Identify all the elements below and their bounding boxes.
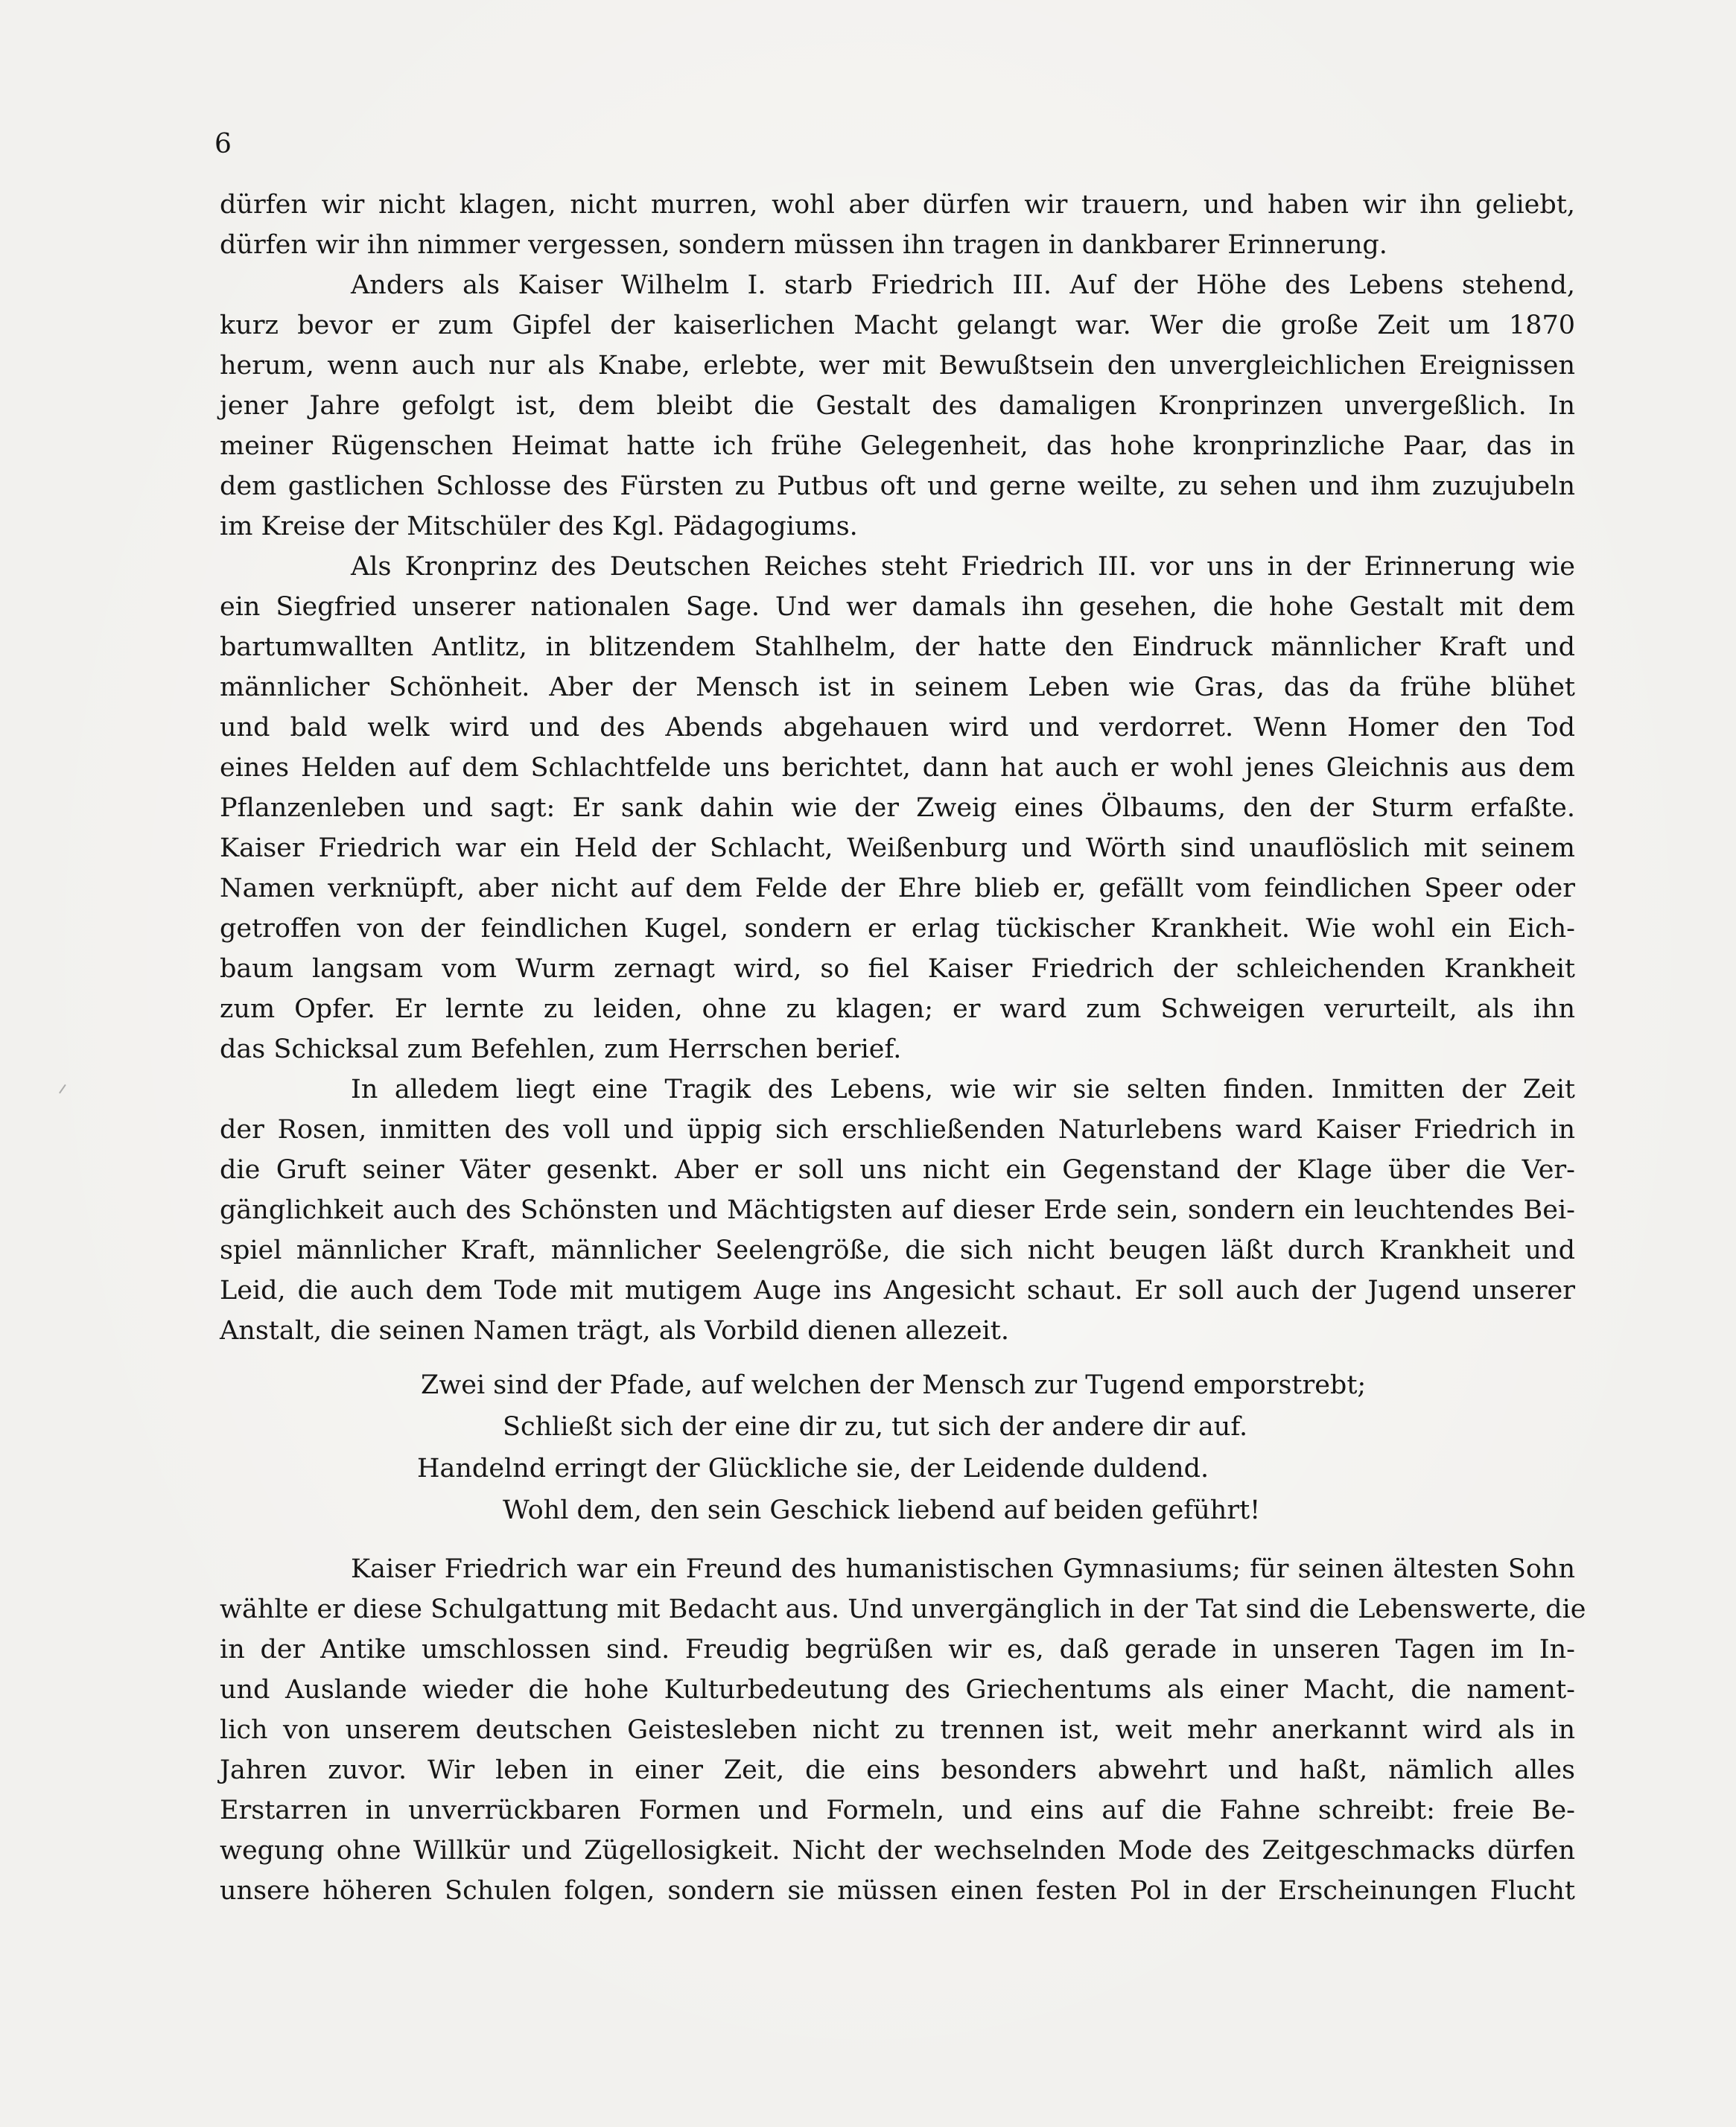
text-line: dürfen wir ihn nimmer vergessen, sondern müssen ihn tragen in dankbarer Erinnerung. — [220, 230, 1387, 260]
poem-line: Wohl dem, den sein Geschick liebend auf beiden geführt! — [503, 1495, 1261, 1525]
text-line: Erstarren in unverrückbaren Formen und Formeln, und eins auf die Fahne schreibt: freie Be- — [220, 1796, 1575, 1825]
text-line: das Schicksal zum Befehlen, zum Herrschen berief. — [220, 1034, 902, 1064]
text-line: wegung ohne Willkür und Zügellosigkeit. Nicht der wechselnden Mode des Zeitgeschmacks dürfen — [220, 1836, 1575, 1866]
text-line: In alledem liegt eine Tragik des Lebens, wie wir sie selten finden. Inmitten der Zeit — [351, 1075, 1575, 1104]
poem-line: Schließt sich der eine dir zu, tut sich der andere dir auf. — [503, 1412, 1248, 1442]
text-line: wählte er diese Schulgattung mit Bedacht aus. Und unvergänglich in der Tat sind die Lebenswerte, die — [220, 1595, 1586, 1624]
text-line: getroffen von der feindlichen Kugel, sondern er erlag tückischer Krankheit. Wie wohl ein Eich- — [220, 914, 1575, 944]
text-line: und bald welk wird und des Abends abgehauen wird und verdorret. Wenn Homer den Tod — [220, 713, 1575, 743]
text-line: gänglichkeit auch des Schönsten und Mächtigsten auf dieser Erde sein, sondern ein leuchtendes Bei- — [220, 1195, 1575, 1225]
text-line: der Rosen, inmitten des voll und üppig sich erschließenden Naturlebens ward Kaiser Friedrich in — [220, 1115, 1575, 1145]
page-number: 6 — [214, 129, 232, 159]
text-line: lich von unserem deutschen Geistesleben nicht zu trennen ist, weit mehr anerkannt wird als in — [220, 1715, 1575, 1745]
text-line: männlicher Schönheit. Aber der Mensch ist in seinem Leben wie Gras, das da frühe blühet — [220, 673, 1575, 702]
text-line: eines Helden auf dem Schlachtfelde uns berichtet, dann hat auch er wohl jenes Gleichnis aus dem — [220, 753, 1575, 783]
text-line: Namen verknüpft, aber nicht auf dem Felde der Ehre blieb er, gefällt vom feindlichen Speer oder — [220, 874, 1575, 903]
text-line: im Kreise der Mitschüler des Kgl. Pädagogiums. — [220, 512, 858, 541]
text-line: baum langsam vom Wurm zernagt wird, so fiel Kaiser Friedrich der schleichenden Krankheit — [220, 954, 1575, 984]
text-line: unsere höheren Schulen folgen, sondern sie müssen einen festen Pol in der Erscheinungen Flucht — [220, 1876, 1575, 1906]
text-line: Anstalt, die seinen Namen trägt, als Vorbild dienen allezeit. — [220, 1316, 1009, 1346]
text-line: die Gruft seiner Väter gesenkt. Aber er soll uns nicht ein Gegenstand der Klage über die Ver- — [220, 1155, 1575, 1185]
text-line: dürfen wir nicht klagen, nicht murren, wohl aber dürfen wir trauern, und haben wir ihn geliebt, — [220, 190, 1575, 220]
text-line: in der Antike umschlossen sind. Freudig begrüßen wir es, daß gerade in unseren Tagen im In- — [220, 1635, 1575, 1665]
text-line: kurz bevor er zum Gipfel der kaiserlichen Macht gelangt war. Wer die große Zeit um 1870 — [220, 311, 1575, 340]
text-line: zum Opfer. Er lernte zu leiden, ohne zu klagen; er ward zum Schweigen verurteilt, als ihn — [220, 994, 1575, 1024]
text-line: jener Jahre gefolgt ist, dem bleibt die Gestalt des damaligen Kronprinzen unvergeßlich. In — [220, 391, 1575, 421]
paragraph-3 — [220, 547, 1575, 1069]
paragraph-2 — [220, 265, 1575, 547]
text-line: herum, wenn auch nur als Knabe, erlebte, wer mit Bewußtsein den unvergleichlichen Ereignissen — [220, 351, 1575, 381]
poem — [220, 1364, 1575, 1531]
stray-mark — [59, 1084, 72, 1098]
text-line: Anders als Kaiser Wilhelm I. starb Friedrich III. Auf der Höhe des Lebens stehend, — [351, 270, 1575, 300]
text-line: ein Siegfried unserer nationalen Sage. Und wer damals ihn gesehen, die hohe Gestalt mit dem — [220, 592, 1575, 622]
paragraph-1 — [220, 185, 1575, 265]
text-line: Als Kronprinz des Deutschen Reiches steht Friedrich III. vor uns in der Erinnerung wie — [351, 552, 1575, 582]
body-text — [220, 185, 1586, 1911]
text-line: Jahren zuvor. Wir leben in einer Zeit, die eins besonders abwehrt und haßt, nämlich alles — [220, 1755, 1575, 1785]
text-line: meiner Rügenschen Heimat hatte ich frühe Gelegenheit, das hohe kronprinzliche Paar, das in — [220, 431, 1575, 461]
text-line: und Auslande wieder die hohe Kulturbedeutung des Griechentums als einer Macht, die nament- — [220, 1675, 1575, 1705]
text-line: dem gastlichen Schlosse des Fürsten zu Putbus oft und gerne weilte, zu sehen und ihm zuzujubeln — [220, 471, 1575, 501]
text-line: Leid, die auch dem Tode mit mutigem Auge ins Angesicht schaut. Er soll auch der Jugend unserer — [220, 1276, 1575, 1306]
text-line: bartumwallten Antlitz, in blitzendem Stahlhelm, der hatte den Eindruck männlicher Kraft und — [220, 632, 1575, 662]
text-line: Kaiser Friedrich war ein Freund des humanistischen Gymnasiums; für seinen ältesten Sohn — [351, 1554, 1575, 1584]
text-line: Pflanzenleben und sagt: Er sank dahin wie der Zweig eines Ölbaums, den der Sturm erfaßte. — [220, 793, 1575, 823]
paragraph-4 — [220, 1069, 1575, 1351]
text-line: spiel männlicher Kraft, männlicher Seelengröße, die sich nicht beugen läßt durch Krankheit und — [220, 1236, 1575, 1265]
poem-line: Handelnd erringt der Glückliche sie, der Leidende duldend. — [417, 1454, 1209, 1484]
paragraph-5 — [220, 1549, 1586, 1911]
poem-line: Zwei sind der Pfade, auf welchen der Mensch zur Tugend emporstrebt; — [421, 1370, 1367, 1400]
text-line: Kaiser Friedrich war ein Held der Schlacht, Weißenburg und Wörth sind unauflöslich mit seinem — [220, 833, 1575, 863]
